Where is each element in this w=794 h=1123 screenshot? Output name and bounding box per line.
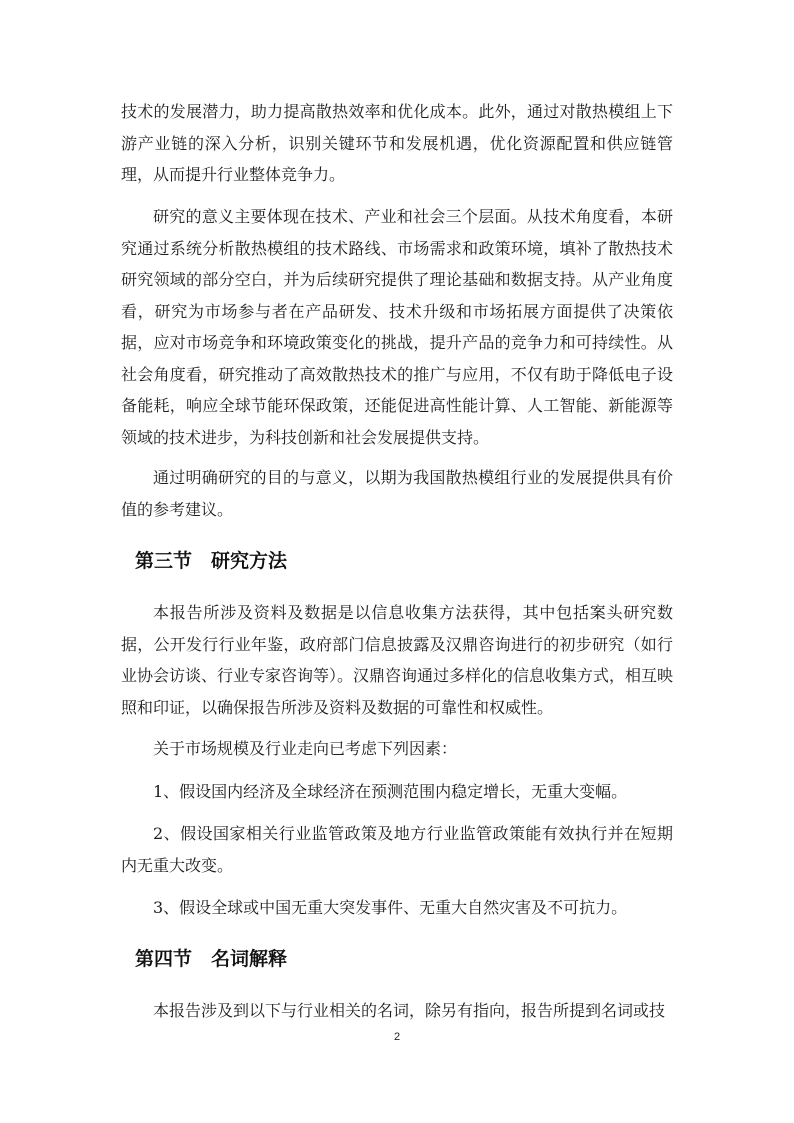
- list-item-assumption-3: 3、假设全球或中国无重大突发事件、无重大自然灾害及不可抗力。: [153, 898, 628, 917]
- section-heading-glossary: 第四节 名词解释: [135, 948, 288, 970]
- paragraph-continuation: 技术的发展潜力，助力提高散热效率和优化成本。此外，通过对散热模组上下游产业链的深入分析，识别关键环节和发展机遇，优化资源配置和供应链管理，从而提升行业整体竞争力。: [121, 102, 673, 184]
- paragraph-factors-intro: 关于市场规模及行业走向已考虑下列因素：: [153, 739, 458, 758]
- paragraph-conclusion: 通过明确研究的目的与意义，以期为我国散热模组行业的发展提供具有价值的参考建议。: [121, 468, 673, 519]
- section-heading-research-methods: 第三节 研究方法: [135, 550, 288, 572]
- paragraph-glossary-intro: 本报告涉及到以下与行业相关的名词，除另有指向，报告所提到名词或技: [153, 1001, 666, 1020]
- paragraph-methods: 本报告所涉及资料及数据是以信息收集方法获得，其中包括案头研究数据，公开发行行业年鉴，政府部门信息披露及汉鼎咨询进行的初步研究（如行业协会访谈、行业专家咨询等）。汉鼎咨询通过多样化的信息收集方式，相互映照和印证，以确保报告所涉及资料及数据的可靠性和权威性。: [121, 603, 674, 717]
- paragraph-significance: 研究的意义主要体现在技术、产业和社会三个层面。从技术角度看，本研究通过系统分析散热模组的技术路线、市场需求和政策环境，填补了散热技术研究领域的部分空白，并为后续研究提供了理论基础和数据支持。从产业角度看，研究为市场参与者在产品研发、技术升级和市场拓展方面提供了决策依据，应对市场竞争和环境政策变化的挑战，提升产品的竞争力和可持续性。从社会角度看，研究推动了高效散热技术的推广与应用，不仅有助于降低电子设备能耗，响应全球节能环保政策，还能促进高性能计算、人工智能、新能源等领域的技术进步，为科技创新和社会发展提供支持。: [121, 207, 673, 447]
- page-number: 2: [393, 1031, 401, 1043]
- list-item-assumption-2: 2、假设国家相关行业监管政策及地方行业监管政策能有效执行并在短期内无重大改变。: [121, 824, 673, 875]
- list-item-assumption-1: 1、假设国内经济及全球经济在预测范围内稳定增长，无重大变幅。: [153, 782, 628, 801]
